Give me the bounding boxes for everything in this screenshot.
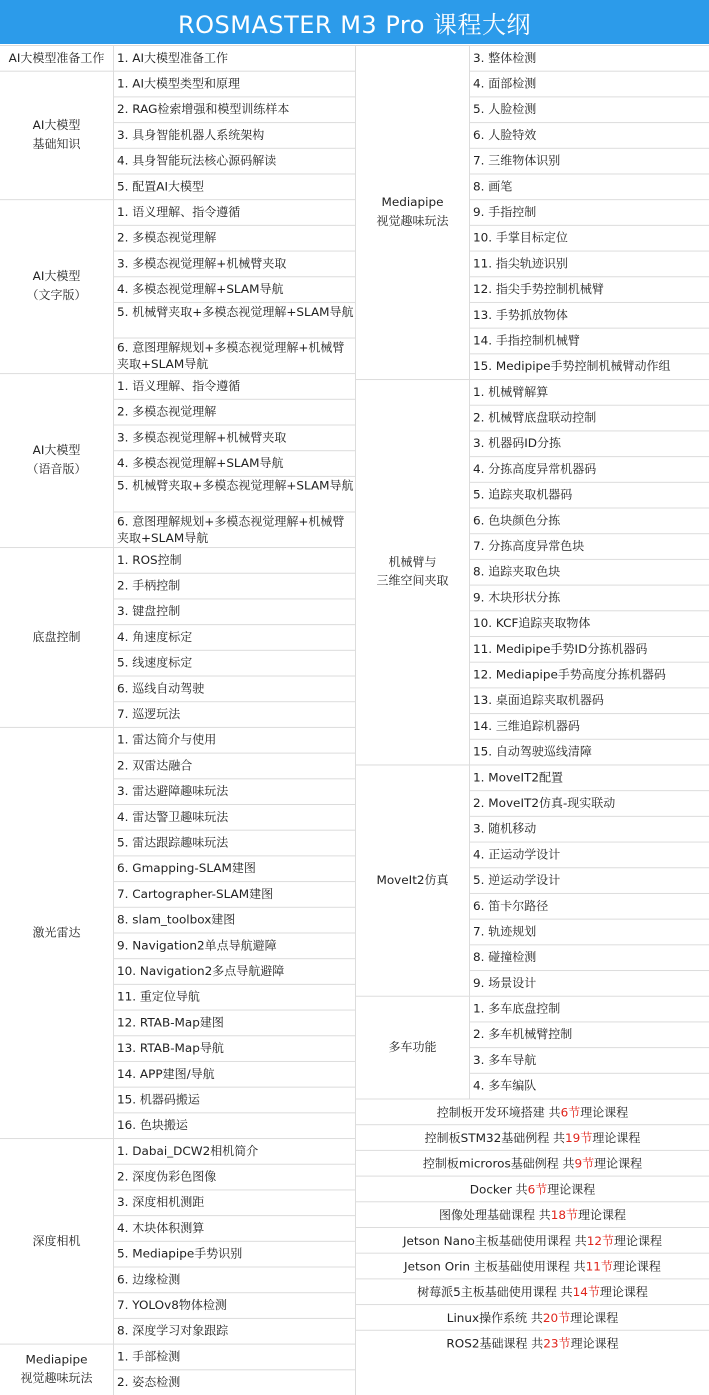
grid-line [470, 430, 709, 431]
theory-course-row [356, 1201, 709, 1227]
course-item: 5. 线速度标定 [117, 655, 193, 670]
course-item: 3. 整体检测 [473, 50, 537, 65]
grid-line [113, 71, 114, 199]
course-item: 3. 雷达避障趣味玩法 [117, 783, 229, 798]
course-item: 1. MoveIT2配置 [473, 769, 563, 784]
theory-name: 控制板microros基础例程 共 [422, 1156, 575, 1171]
theory-name: 控制板开发环境搭建 共 [436, 1104, 561, 1119]
course-item: 12. 指尖手势控制机械臂 [473, 281, 604, 296]
grid-line [470, 816, 709, 817]
grid-line [470, 251, 709, 252]
course-item: 7. 轨迹规划 [473, 924, 537, 938]
grid-line [470, 842, 709, 843]
theory-count: 6节 [560, 1104, 581, 1119]
course-item: 2. 多车机械臂控制 [473, 1026, 573, 1041]
course-item: 10. 手掌目标定位 [473, 230, 568, 245]
course-item: 4. 雷达警卫趣味玩法 [117, 809, 229, 824]
course-item: 3. 多模态视觉理解+机械臂夹取 [117, 429, 287, 444]
course-item: 3. 随机移动 [473, 821, 537, 836]
course-item: 16. 色块搬运 [117, 1117, 188, 1132]
theory-name: Jetson Orin 主板基础使用课程 共 [404, 1259, 586, 1273]
group-category: AI大模型 （语音版） [26, 443, 87, 476]
course-group [0, 199, 355, 373]
group-items [114, 71, 355, 199]
grid-line [113, 1344, 114, 1395]
course-item: 6. 笛卡尔路径 [473, 898, 549, 913]
course-item: 1. AI大模型准备工作 [117, 50, 229, 65]
course-item: 8. 碰撞检测 [473, 949, 537, 964]
grid-line [470, 1073, 709, 1074]
grid-line [114, 676, 355, 677]
course-item: 3. 深度相机测距 [117, 1194, 205, 1209]
grid-line [470, 944, 709, 945]
grid-line [0, 71, 355, 72]
group-items [470, 379, 709, 764]
grid-line [114, 425, 355, 426]
course-item: 6. 意图理解规划+多模态视觉理解+机械臂夹取+SLAM导航 [117, 340, 345, 372]
grid-line [470, 122, 709, 123]
course-item: 14. 三维追踪机器码 [473, 718, 580, 733]
grid-line [113, 199, 114, 373]
course-item: 2. 双雷达融合 [117, 758, 193, 772]
group-category: 深度相机 [32, 1233, 81, 1248]
course-item: 3. 多模态视觉理解+机械臂夹取 [117, 255, 287, 270]
grid-line [470, 508, 709, 509]
course-item: 6. 人脸特效 [473, 127, 537, 142]
grid-line [114, 958, 355, 959]
theory-suffix: 理论课程 [614, 1233, 663, 1248]
course-item: 9. 木块形状分拣 [473, 590, 561, 604]
course-item: 1. AI大模型类型和原理 [117, 76, 241, 90]
course-item: 3. 多车导航 [473, 1052, 537, 1067]
course-item: 12. Mediapipe手势高度分拣机器码 [473, 667, 666, 681]
grid-line [0, 373, 355, 374]
page-title: ROSMASTER M3 Pro 课程大纲 [177, 10, 532, 39]
theory-count: 23节 [543, 1336, 571, 1351]
course-item: 5. 机械臂夹取+多模态视觉理解+SLAM导航 [117, 304, 354, 319]
grid-line [470, 199, 709, 200]
course-item: 15. 自动驾驶巡线清障 [473, 744, 592, 759]
grid-line [114, 573, 355, 574]
group-category: AI大模型 （文字版） [26, 269, 87, 302]
course-item: 11. 指尖轨迹识别 [473, 255, 568, 270]
grid-line [114, 753, 355, 754]
course-item: 6. 意图理解规划+多模态视觉理解+机械臂夹取+SLAM导航 [117, 514, 345, 546]
grid-line [114, 148, 355, 149]
course-item: 5. 配置AI大模型 [117, 178, 205, 193]
grid-line [114, 96, 355, 97]
grid-line [470, 482, 709, 483]
grid-line [469, 996, 470, 1099]
grid-line [356, 764, 709, 765]
course-group [0, 45, 355, 71]
theory-course-row [356, 1124, 709, 1150]
course-item: 4. 面部检测 [473, 76, 537, 90]
grid-line [0, 199, 355, 200]
grid-line [470, 739, 709, 740]
grid-line [114, 1164, 355, 1165]
grid-line [470, 970, 709, 971]
group-category: 激光雷达 [32, 925, 81, 939]
group-items [114, 45, 355, 71]
grid-line [356, 379, 709, 380]
grid-line [0, 45, 709, 46]
grid-line [470, 919, 709, 920]
course-group [0, 373, 355, 547]
course-item: 2. RAG检索增强和模型训练样本 [117, 101, 290, 116]
course-group [356, 764, 709, 995]
group-items [470, 996, 709, 1099]
grid-line [470, 867, 709, 868]
grid-line [114, 1241, 355, 1242]
group-items [114, 547, 355, 727]
course-item: 5. 追踪夹取机器码 [473, 487, 573, 502]
grid-line [113, 1138, 114, 1344]
grid-line [470, 585, 709, 586]
course-item: 9. 手指控制 [473, 204, 537, 219]
grid-line [470, 687, 709, 688]
grid-line [470, 328, 709, 329]
grid-line [114, 225, 355, 226]
course-item: 2. 多模态视觉理解 [117, 230, 217, 245]
grid-line [113, 727, 114, 1138]
course-item: 4. 具身智能玩法核心源码解读 [117, 153, 277, 168]
grid-line [470, 353, 709, 354]
course-item: 15. Medipipe手势控制机械臂动作组 [473, 358, 671, 373]
course-group [0, 727, 355, 1138]
course-item: 8. 深度学习对象跟踪 [117, 1323, 229, 1338]
grid-line [114, 1189, 355, 1190]
course-item: 3. 具身智能机器人系统架构 [117, 127, 265, 142]
grid-line [114, 778, 355, 779]
course-item: 1. ROS控制 [117, 552, 182, 567]
theory-suffix: 理论课程 [592, 1130, 641, 1145]
course-item: 7. 三维物体识别 [473, 153, 561, 168]
theory-suffix: 理论课程 [570, 1336, 619, 1351]
grid-line [470, 173, 709, 174]
course-item: 14. APP建图/导航 [117, 1066, 215, 1081]
grid-line [470, 713, 709, 714]
course-outline-table [0, 45, 709, 1389]
group-items [114, 727, 355, 1138]
theory-course-row [356, 1330, 709, 1356]
course-group [356, 379, 709, 764]
course-item: 3. 机器码ID分拣 [473, 435, 562, 450]
grid-line [114, 855, 355, 856]
course-item: 4. 分拣高度异常机器码 [473, 461, 597, 476]
group-items [470, 45, 709, 379]
course-item: 2. 手柄控制 [117, 578, 181, 593]
grid-line [470, 405, 709, 406]
course-group [356, 996, 709, 1099]
grid-line [0, 1344, 355, 1345]
group-items [114, 373, 355, 547]
course-group [0, 547, 355, 727]
course-item: 10. Navigation2多点导航避障 [117, 963, 285, 978]
theory-count: 20节 [542, 1310, 571, 1325]
theory-name: 控制板STM32基础例程 共 [424, 1130, 566, 1145]
theory-count: 12节 [586, 1233, 614, 1248]
theory-count: 11节 [585, 1259, 613, 1273]
course-item: 1. Dabai_DCW2相机简介 [117, 1143, 259, 1158]
grid-line [114, 302, 355, 303]
theory-suffix: 理论课程 [594, 1156, 643, 1171]
course-item: 5. 雷达跟踪趣味玩法 [117, 835, 229, 849]
grid-line [470, 790, 709, 791]
grid-line [114, 804, 355, 805]
theory-suffix: 理论课程 [570, 1310, 619, 1325]
course-item: 2. 深度伪彩色图像 [117, 1169, 217, 1184]
course-item: 14. 手指控制机械臂 [473, 333, 580, 347]
grid-line [470, 1021, 709, 1022]
grid-line [114, 907, 355, 908]
course-item: 6. 边缘检测 [117, 1271, 181, 1286]
grid-line [113, 373, 114, 547]
course-item: 13. 桌面追踪夹取机器码 [473, 692, 604, 707]
course-item: 4. 正运动学设计 [473, 846, 561, 861]
group-category: MoveIt2仿真 [376, 872, 449, 887]
grid-line [114, 830, 355, 831]
course-item: 2. 机械臂底盘联动控制 [473, 410, 597, 425]
grid-line [470, 610, 709, 611]
theory-suffix: 理论课程 [612, 1259, 661, 1273]
page-title-banner [0, 0, 709, 44]
grid-line [114, 624, 355, 625]
theory-count: 9节 [574, 1156, 595, 1171]
course-item: 1. 语义理解、指令遵循 [117, 204, 241, 219]
theory-suffix: 理论课程 [580, 1104, 629, 1119]
grid-line [114, 1369, 355, 1370]
grid-line [356, 996, 709, 997]
group-category: 多车功能 [388, 1039, 437, 1054]
theory-suffix: 理论课程 [547, 1182, 596, 1196]
course-group [0, 1138, 355, 1344]
grid-line [114, 1318, 355, 1319]
group-items [470, 764, 709, 995]
group-items [114, 199, 355, 373]
theory-name: Docker 共 [469, 1182, 528, 1196]
group-category: 底盘控制 [32, 629, 81, 644]
grid-line [0, 547, 355, 548]
theory-name: Linux操作系统 共 [446, 1310, 543, 1325]
grid-line [114, 650, 355, 651]
course-item: 7. 巡逻玩法 [117, 706, 181, 721]
course-item: 5. Mediapipe手势识别 [117, 1246, 243, 1261]
course-item: 2. MoveIT2仿真-现实联动 [473, 795, 616, 810]
group-category: Mediapipe 视觉趣味玩法 [20, 1352, 93, 1386]
course-item: 7. 分拣高度异常色块 [473, 538, 585, 553]
theory-course-row [356, 1304, 709, 1330]
grid-line [114, 511, 355, 512]
grid-line [470, 636, 709, 637]
theory-course-row [356, 1150, 709, 1176]
grid-line [114, 984, 355, 985]
theory-count: 6节 [527, 1182, 548, 1196]
course-group [356, 45, 709, 379]
theory-course-row [356, 1278, 709, 1304]
theory-course-row [356, 1227, 709, 1253]
theory-name: Jetson Nano主板基础使用课程 共 [402, 1233, 587, 1248]
grid-line [470, 559, 709, 560]
grid-line [114, 881, 355, 882]
course-item: 5. 逆运动学设计 [473, 872, 561, 887]
grid-line [113, 45, 114, 71]
grid-line [114, 1087, 355, 1088]
course-item: 1. 机械臂解算 [473, 384, 549, 399]
grid-line [114, 1267, 355, 1268]
grid-line [114, 338, 355, 339]
course-item: 4. 多模态视觉理解+SLAM导航 [117, 455, 284, 470]
grid-line [114, 598, 355, 599]
course-item: 6. 巡线自动驾驶 [117, 680, 205, 695]
course-item: 4. 木块体积测算 [117, 1220, 205, 1235]
theory-suffix: 理论课程 [599, 1284, 648, 1299]
group-category: AI大模型 基础知识 [32, 118, 81, 151]
theory-count: 19节 [565, 1130, 593, 1145]
theory-count: 18节 [550, 1207, 579, 1222]
grid-line [114, 399, 355, 400]
grid-line [114, 122, 355, 123]
grid-line [114, 701, 355, 702]
theory-suffix: 理论课程 [578, 1207, 627, 1222]
course-item: 5. 人脸检测 [473, 101, 537, 116]
grid-line [113, 547, 114, 727]
course-item: 2. 姿态检测 [117, 1374, 181, 1389]
group-category: Mediapipe 视觉趣味玩法 [376, 195, 449, 228]
grid-line [114, 450, 355, 451]
theory-name: 图像处理基础课程 共 [438, 1207, 551, 1222]
course-item: 1. 手部检测 [117, 1349, 181, 1363]
grid-line [470, 662, 709, 663]
grid-line [0, 727, 355, 728]
course-item: 1. 多车底盘控制 [473, 1001, 561, 1016]
theory-course-row [356, 1099, 709, 1125]
course-item: 8. 画笔 [473, 178, 513, 193]
course-group [0, 71, 355, 199]
grid-line [0, 1138, 355, 1139]
group-category: 机械臂与 三维空间夹取 [376, 554, 449, 588]
grid-line [470, 1047, 709, 1048]
grid-line [114, 1035, 355, 1036]
course-item: 8. slam_toolbox建图 [117, 912, 236, 927]
grid-line [114, 1112, 355, 1113]
grid-line [114, 251, 355, 252]
grid-line [470, 456, 709, 457]
grid-line [470, 276, 709, 277]
grid-line [114, 1061, 355, 1062]
course-item: 3. 键盘控制 [117, 603, 181, 618]
group-category: AI大模型准备工作 [8, 50, 105, 65]
theory-name: ROS2基础课程 共 [446, 1336, 544, 1351]
grid-line [470, 225, 709, 226]
course-item: 4. 角速度标定 [117, 629, 193, 644]
course-item: 13. RTAB-Map导航 [117, 1040, 224, 1055]
course-item: 12. RTAB-Map建图 [117, 1015, 224, 1029]
course-item: 7. YOLOv8物体检测 [117, 1297, 227, 1312]
theory-course-row [356, 1253, 709, 1279]
course-item: 7. Cartographer-SLAM建图 [117, 886, 274, 901]
grid-line [470, 148, 709, 149]
grid-line [114, 276, 355, 277]
course-group [0, 1344, 355, 1395]
group-items [114, 1138, 355, 1344]
course-item: 5. 机械臂夹取+多模态视觉理解+SLAM导航 [117, 478, 354, 493]
theory-count: 14节 [572, 1284, 600, 1299]
grid-line [470, 302, 709, 303]
course-item: 4. 多车编队 [473, 1078, 537, 1093]
theory-name: 树莓派5主板基础使用课程 共 [417, 1284, 573, 1299]
grid-line [114, 1292, 355, 1293]
grid-line [114, 476, 355, 477]
course-item: 11. Medipipe手势ID分拣机器码 [473, 641, 648, 656]
course-item: 2. 多模态视觉理解 [117, 404, 217, 419]
group-items [114, 1344, 355, 1395]
course-item: 4. 多模态视觉理解+SLAM导航 [117, 281, 284, 296]
course-item: 6. Gmapping-SLAM建图 [117, 860, 256, 875]
column-separator [355, 45, 356, 1395]
grid-line [469, 379, 470, 764]
course-item: 10. KCF追踪夹取物体 [473, 615, 591, 630]
course-item: 1. 雷达简介与使用 [117, 732, 217, 747]
course-item: 6. 色块颜色分拣 [473, 512, 561, 527]
course-item: 8. 追踪夹取色块 [473, 564, 561, 579]
course-item: 1. 语义理解、指令遵循 [117, 378, 241, 393]
course-item: 9. 场景设计 [473, 975, 537, 990]
grid-line [114, 932, 355, 933]
grid-line [114, 1010, 355, 1011]
grid-line [114, 1215, 355, 1216]
grid-line [470, 71, 709, 72]
course-item: 11. 重定位导航 [117, 989, 200, 1004]
course-item: 9. Navigation2单点导航避障 [117, 937, 277, 952]
grid-line [470, 96, 709, 97]
grid-line [114, 173, 355, 174]
grid-line [469, 764, 470, 995]
grid-line [469, 45, 470, 379]
course-item: 15. 机器码搬运 [117, 1092, 200, 1106]
grid-line [470, 893, 709, 894]
theory-course-row [356, 1176, 709, 1202]
grid-line [470, 533, 709, 534]
course-item: 13. 手势抓放物体 [473, 307, 568, 322]
